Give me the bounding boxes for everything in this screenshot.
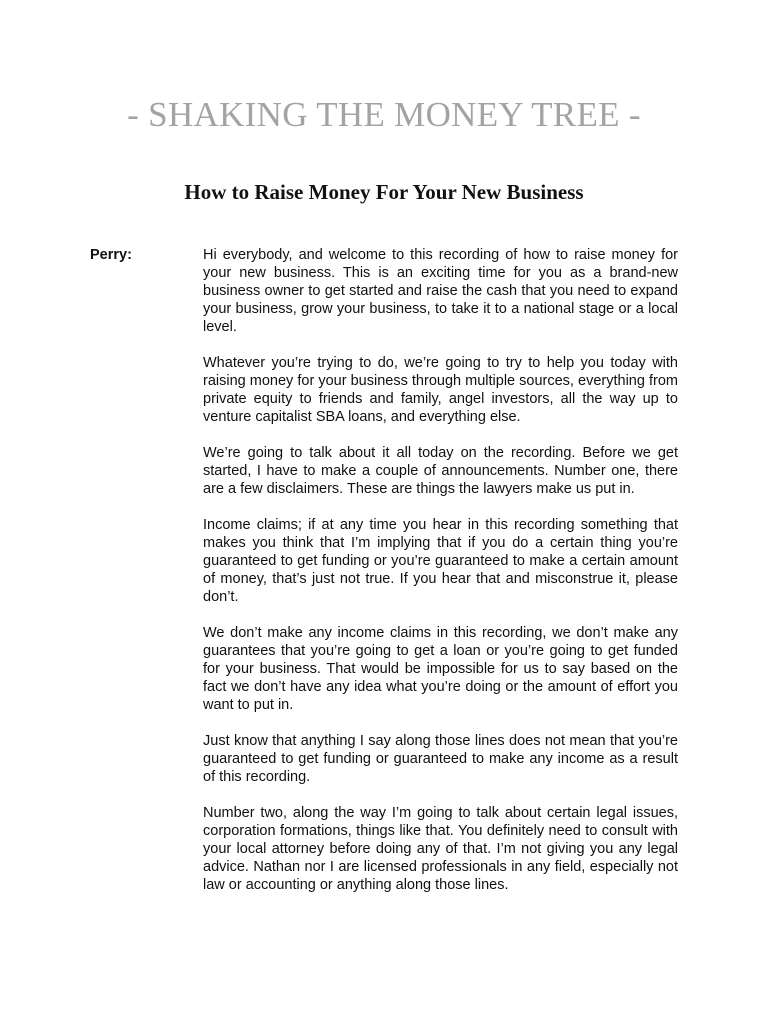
paragraph: Number two, along the way I’m going to talk about certain legal issues, corporation formations, things like that. You definitely need to consult with your local attorney before doing any of that. I’m not giving you any legal advice. Nathan nor I are licensed professionals in any field, especially not law or accounting or anything along those lines. (203, 805, 678, 893)
document-subtitle: How to Raise Money For Your New Business (184, 180, 584, 204)
banner-title: - SHAKING THE MONEY TREE - (127, 95, 641, 134)
paragraph: We don’t make any income claims in this recording, we don’t make any guarantees that you’re going to get a loan or you’re going to get funded for your business. That would be impossible for us to say based on the fact we don’t have any idea what you’re doing or the amount of effort you want to put in. (203, 625, 678, 713)
paragraph: Just know that anything I say along those lines does not mean that you’re guaranteed to get funding or guaranteed to make any income as a result of this recording. (203, 733, 678, 785)
speaker-label: Perry: (90, 247, 132, 263)
transcript-body (203, 246, 678, 912)
paragraph: Income claims; if at any time you hear in this recording something that makes you think that I’m implying that if you do a certain thing you’re guaranteed to get funding or you’re guaranteed to make a certain amount of money, that’s just not true. If you hear that and misconstrue it, please don’t. (203, 517, 678, 605)
paragraph: Hi everybody, and welcome to this recording of how to raise money for your new business. This is an exciting time for you as a brand-new business owner to get started and raise the cash that you need to expand your business, grow your business, to take it to a national stage or a local level. (203, 247, 678, 335)
paragraph: We’re going to talk about it all today on the recording. Before we get started, I have to make a couple of announcements. Number one, there are a few disclaimers. These are things the lawyers make us put in. (203, 445, 678, 497)
paragraph: Whatever you’re trying to do, we’re going to try to help you today with raising money for your business through multiple sources, everything from private equity to friends and family, angel investors, all the way up to venture capitalist SBA loans, and everything else. (203, 355, 678, 425)
